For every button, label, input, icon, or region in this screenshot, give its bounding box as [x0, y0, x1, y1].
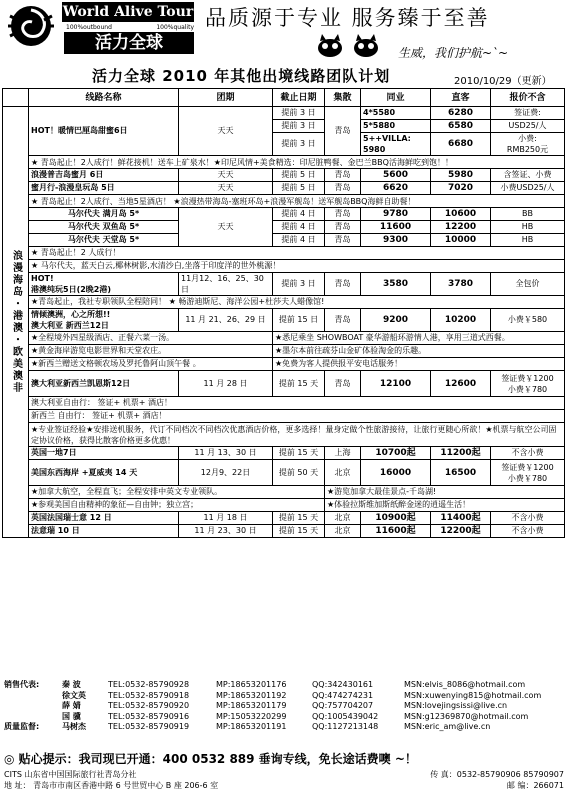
contact-mobile: MP:18653201192: [216, 690, 287, 700]
peer-price: 5++VILLA: 5980: [361, 133, 431, 156]
excluded-fee-line: 小费￥780: [507, 384, 548, 394]
peer-price: 5*5880: [361, 120, 431, 133]
route-notes: ★黄金海岸游览电影世界和天堂农庄。: [29, 345, 273, 358]
table-row: [3, 221, 565, 234]
excluded-fee: BB: [491, 208, 565, 221]
contact-msn: MSN:elvis_8086@hotmail.com: [404, 680, 526, 689]
deadline: 提前 15 天: [273, 371, 325, 397]
table-header: [3, 89, 565, 107]
sales-label: 销售代表:: [4, 680, 40, 689]
route-notes: ★新西兰赠送文格顿农场及罗托鲁阿山顶午餐 。: [29, 358, 273, 371]
direct-price: 12600: [431, 371, 491, 397]
table-row: [3, 247, 565, 260]
company-fax: 传 真：0532-85790906 85790907: [430, 770, 564, 779]
contact-qq: QQ:1005439042: [312, 711, 379, 721]
route-notes: ★体验拉斯维加斯纸醉金迷的逍遥生活！: [325, 499, 565, 512]
col-route: 线路名称: [29, 89, 179, 107]
route-notes: ★ 青岛起止！2人成行！鲜花接机！送车上矿泉水！★印尼风情+美食精选：印尼脏鸭餐、金巴兰BBQ活海鲜吃到饱！！: [29, 156, 565, 169]
direct-price: 6280: [431, 107, 491, 120]
contact-row: [4, 691, 564, 702]
direct-price: 7020: [431, 182, 491, 195]
table-row: [3, 486, 565, 499]
route-tagline: 情倾澳洲，心之所想!!: [31, 310, 111, 319]
contact-qq: QQ:1127213148: [312, 722, 379, 731]
contact-tel: TEL:0532-85790918: [108, 690, 190, 700]
excluded-fee: HB: [491, 221, 565, 234]
city: 青岛: [325, 234, 361, 247]
deadline: 提前 5 日: [273, 169, 325, 182]
table-row: [3, 512, 565, 525]
peer-price: 10700起: [361, 447, 431, 460]
schedule: 12月9、22日: [179, 460, 273, 486]
route-title: 澳大利亚 新西兰12日: [31, 321, 109, 330]
table-row: [3, 410, 565, 423]
table-row: [3, 182, 565, 195]
company-info: [4, 769, 564, 791]
contact-row: [4, 722, 564, 733]
contact-msn: MSN:g12369870@hotmail.com: [404, 711, 529, 721]
contact-row: [4, 701, 564, 712]
peer-price: 9300: [361, 234, 431, 247]
peer-price: 9780: [361, 208, 431, 221]
schedule: 11 月 13、30 日: [179, 447, 273, 460]
city: 上海: [325, 447, 361, 460]
swirl-logo-icon: [4, 2, 58, 50]
peer-price: 6620: [361, 182, 431, 195]
contact-msn: MSN:xuwenying815@hotmail.com: [404, 690, 542, 700]
excluded-fee-line: RMB250元: [506, 145, 549, 154]
route-notes: ★ 马尔代夫，蓝天白云,椰林树影,水清沙白,坐落于印度洋的世外桃源！: [29, 260, 565, 273]
table-row: [3, 234, 565, 247]
page-title: 活力全球 2010 年其他出境线路团队计划: [92, 67, 391, 85]
excluded-fee: 不含小费: [491, 447, 565, 460]
route-hot-tag: HOT!: [31, 274, 54, 283]
route-notes: ★ 青岛起止！2人成行、当地5星酒店！ ★浪漫热带海岛-塞班环岛+浪漫军舰岛！送军舰岛BBQ海鲜自助餐！: [29, 195, 565, 208]
contact-mobile: MP:18653201191: [216, 722, 287, 731]
route-notes: ★加拿大航空，全程直飞；全程安排中英文专业领队。: [29, 486, 325, 499]
excluded-fee: 不含小费: [491, 512, 565, 525]
city: 青岛: [325, 371, 361, 397]
company-row: [4, 780, 564, 791]
excluded-fee: HB: [491, 234, 565, 247]
brand-name-cn: 活力全球: [64, 32, 194, 54]
page-header: [0, 0, 567, 64]
route-name: 法意瑞 10 日: [29, 525, 179, 538]
company-zip: 邮 编：266071: [506, 781, 564, 790]
tour-table: [2, 88, 565, 538]
route-notes: ★免费为客人提供报平安电话服务！: [273, 358, 565, 371]
direct-price: 16500: [431, 460, 491, 486]
contact-tel: TEL:0532-85790916: [108, 711, 190, 721]
schedule: 11 月 21、26、29 日: [179, 309, 273, 332]
deadline: 提前 4 日: [273, 208, 325, 221]
col-excluded: 报价不含: [491, 89, 565, 107]
table-row: [3, 208, 565, 221]
direct-price: 10600: [431, 208, 491, 221]
brand-name-en: World Alive Tour: [62, 4, 194, 20]
peer-price: 5600: [361, 169, 431, 182]
peer-price: 3580: [361, 273, 431, 296]
deadline: 提前 3 日: [273, 273, 325, 296]
route-name: 英国一地7日: [29, 447, 179, 460]
table-row: [3, 169, 565, 182]
motto: 生威，我们护航~`~: [398, 46, 509, 60]
qc-label: 质量监督:: [4, 722, 40, 731]
city: 北京: [325, 460, 361, 486]
schedule: 11月12、16、25、30日: [179, 273, 273, 296]
deadline: 提前 50 天: [273, 460, 325, 486]
schedule: 天天: [179, 169, 273, 182]
col-schedule: 团期: [179, 89, 273, 107]
excluded-fee: [491, 460, 565, 486]
excluded-fee: 签证费:: [491, 107, 565, 120]
table-row: [3, 423, 565, 447]
hotline-tip: ◎ 贴心提示：我司现已开通：400 0532 889 垂询专线，免长途话费噢 ~！: [4, 752, 417, 766]
deadline: 提前 15 天: [273, 447, 325, 460]
excluded-fee: 小费￥580: [491, 309, 565, 332]
deadline: 提前 3 日: [273, 120, 325, 133]
schedule: 天天: [179, 182, 273, 195]
col-direct-price: 直客: [431, 89, 491, 107]
route-name: 澳大利亚新西兰凯恩斯12日: [29, 371, 179, 397]
deadline: 提前 3 日: [273, 107, 325, 120]
route-name: HOT！暖情巴厘岛甜蜜6日: [29, 107, 179, 156]
city: 北京: [325, 525, 361, 538]
contact-tel: TEL:0532-85790919: [108, 722, 190, 731]
company-row: [4, 769, 564, 780]
route-name: 浪漫普吉岛蜜月 6日: [29, 169, 179, 182]
table-row: [3, 499, 565, 512]
direct-price: 3780: [431, 273, 491, 296]
company-name: CITS 山东省中国国际旅行社青岛分社: [4, 770, 137, 779]
excluded-fee: USD25/人: [491, 120, 565, 133]
route-notes: ★专业签证经验★安排送机服务，代订不同档次不同档次优惠酒店价格，更多选择！量身定做个性旅游接待，让旅行更随心所欲！★机票与航空公司固定协议价格，获得比散客价格更多优惠！: [29, 423, 565, 447]
route-notes: 新西兰 自由行： 签证+ 机票+ 酒店！: [29, 410, 565, 423]
deadline: 提前 4 日: [273, 221, 325, 234]
direct-price: 10200: [431, 309, 491, 332]
table-row: [3, 156, 565, 169]
route-name: 美国东西海岸 +夏威夷 14 天: [29, 460, 179, 486]
route-name: 英国法国瑞士意 12 日: [29, 512, 179, 525]
excluded-fee-line: 小费:: [518, 134, 537, 143]
contact-mobile: MP:15053220299: [216, 711, 287, 721]
excluded-fee: [491, 133, 565, 156]
direct-price: 5980: [431, 169, 491, 182]
schedule: 11 月 28 日: [179, 371, 273, 397]
peer-price: 11600起: [361, 525, 431, 538]
excluded-fee-line: 签证费￥1200: [501, 373, 554, 383]
excluded-fee: [491, 371, 565, 397]
table-row: [3, 296, 565, 309]
table-row: [3, 309, 565, 332]
city: 北京: [325, 512, 361, 525]
table-row: [3, 525, 565, 538]
contact-tel: TEL:0532-85790928: [108, 680, 190, 689]
deadline: 提前 15 天: [273, 512, 325, 525]
route-name: [29, 309, 179, 332]
company-address: 地 址： 青岛市市南区香港中路 6 号世贸中心 B 座 206-6 室: [4, 781, 219, 790]
contact-mobile: MP:18653201176: [216, 680, 287, 689]
route-notes: ★游览加拿大最佳景点-千岛湖!: [325, 486, 565, 499]
table-row: [3, 371, 565, 397]
peer-price: 12100: [361, 371, 431, 397]
route-name: 马尔代夫 满月岛 5*: [29, 208, 179, 221]
table-row: [3, 273, 565, 296]
table-row: [3, 345, 565, 358]
contact-name: 徐文英: [62, 690, 86, 700]
schedule: 11 月 23、30 日: [179, 525, 273, 538]
direct-price: 11400起: [431, 512, 491, 525]
contact-name: 马树杰: [62, 722, 86, 731]
contact-qq: QQ:474274231: [312, 690, 374, 700]
route-notes: ★参观美国自由精神的象征—自由钟；独立宫；: [29, 499, 325, 512]
schedule: 11 月 18 日: [179, 512, 273, 525]
direct-price: 12200起: [431, 525, 491, 538]
route-name: [29, 273, 179, 296]
direct-price: 6580: [431, 120, 491, 133]
col-peer-price: 同业: [361, 89, 431, 107]
peer-price: 10900起: [361, 512, 431, 525]
update-date: 2010/10/29（更新）: [454, 76, 552, 87]
contact-name: 国 骥: [62, 711, 81, 721]
peer-price: 16000: [361, 460, 431, 486]
deadline: 提前 15 日: [273, 309, 325, 332]
deadline: 提前 3 日: [273, 133, 325, 156]
contact-row: [4, 712, 564, 723]
region-side-label: 浪漫海岛・港澳・欧美澳非: [3, 107, 29, 538]
direct-price: 6680: [431, 133, 491, 156]
brand-tag-left: 100%outbound: [66, 24, 112, 31]
route-title: 港澳纯玩5日(2晚2港): [31, 285, 112, 294]
route-name: 蜜月行-浪漫皇玩岛 5日: [29, 182, 179, 195]
excluded-fee-line: 签证费￥1200: [501, 462, 554, 472]
excluded-fee: 小费USD25/人: [491, 182, 565, 195]
direct-price: 12200: [431, 221, 491, 234]
deadline: 提前 4 日: [273, 234, 325, 247]
route-name: 马尔代夫 双鱼岛 5*: [29, 221, 179, 234]
col-city: 集散: [325, 89, 361, 107]
table-row: [3, 332, 565, 345]
route-notes: ★墨尔本前往疏芬山金矿体验淘金的乐趣。: [273, 345, 565, 358]
route-name: 马尔代夫 天堂岛 5*: [29, 234, 179, 247]
deadline: 提前 5 日: [273, 182, 325, 195]
col-deadline: 截止日期: [273, 89, 325, 107]
route-notes: ★ 青岛起止！2 人成行！: [29, 247, 565, 260]
contact-row: [4, 680, 564, 691]
contact-qq: QQ:757704207: [312, 701, 374, 710]
contact-name: 薛 婧: [62, 701, 81, 710]
city: 青岛: [325, 208, 361, 221]
route-notes: ★悉尼乘坐 SHOWBOAT 豪华游船环游情人港，享用三道式西餐。: [273, 332, 565, 345]
contact-msn: MSN:eric_am@live.cn: [404, 722, 491, 731]
table-row: [3, 460, 565, 486]
table-row: [3, 447, 565, 460]
sales-contacts: [4, 680, 564, 733]
mascot-cats-icon: [312, 32, 384, 58]
direct-price: 11200起: [431, 447, 491, 460]
city: 青岛: [325, 309, 361, 332]
contact-msn: MSN:lovejingsissi@live.cn: [404, 701, 508, 710]
peer-price: 4*5580: [361, 107, 431, 120]
excluded-fee: 全包价: [491, 273, 565, 296]
contact-mobile: MP:18653201179: [216, 701, 287, 710]
city: 青岛: [325, 169, 361, 182]
table-row: [3, 397, 565, 410]
brand-tag-right: 100%quality: [156, 24, 194, 31]
table-row: [3, 195, 565, 208]
table-row: [3, 107, 565, 120]
excluded-fee-line: 小费￥780: [507, 473, 548, 483]
city: 青岛: [325, 273, 361, 296]
contact-tel: TEL:0532-85790920: [108, 701, 190, 710]
schedule: 天天: [179, 208, 273, 247]
route-notes: 澳大利亚自由行： 签证+ 机票+ 酒店！: [29, 397, 565, 410]
slogan: 品质源于专业 服务臻于至善: [205, 6, 490, 30]
deadline: 提前 15 天: [273, 525, 325, 538]
peer-price: 11600: [361, 221, 431, 234]
route-notes: ★全程境外四星级酒店、正餐六菜一汤。: [29, 332, 273, 345]
schedule: 天天: [179, 107, 273, 156]
table-row: [3, 358, 565, 371]
peer-price: 9200: [361, 309, 431, 332]
route-notes: ★青岛起止，我社专职领队全程陪同！ ★ 畅游迪斯尼、海洋公园+杜莎夫人蜡像馆!: [29, 296, 565, 309]
direct-price: 10000: [431, 234, 491, 247]
brand-tagline: [66, 24, 194, 31]
city: 青岛: [325, 182, 361, 195]
excluded-fee: 不含小费: [491, 525, 565, 538]
contact-qq: QQ:342430161: [312, 680, 374, 689]
city: 青岛: [325, 107, 361, 156]
city: 青岛: [325, 221, 361, 234]
header-blank: [3, 89, 29, 107]
contact-name: 秦 波: [62, 680, 81, 689]
table-row: [3, 260, 565, 273]
excluded-fee: 含签证、小费: [491, 169, 565, 182]
